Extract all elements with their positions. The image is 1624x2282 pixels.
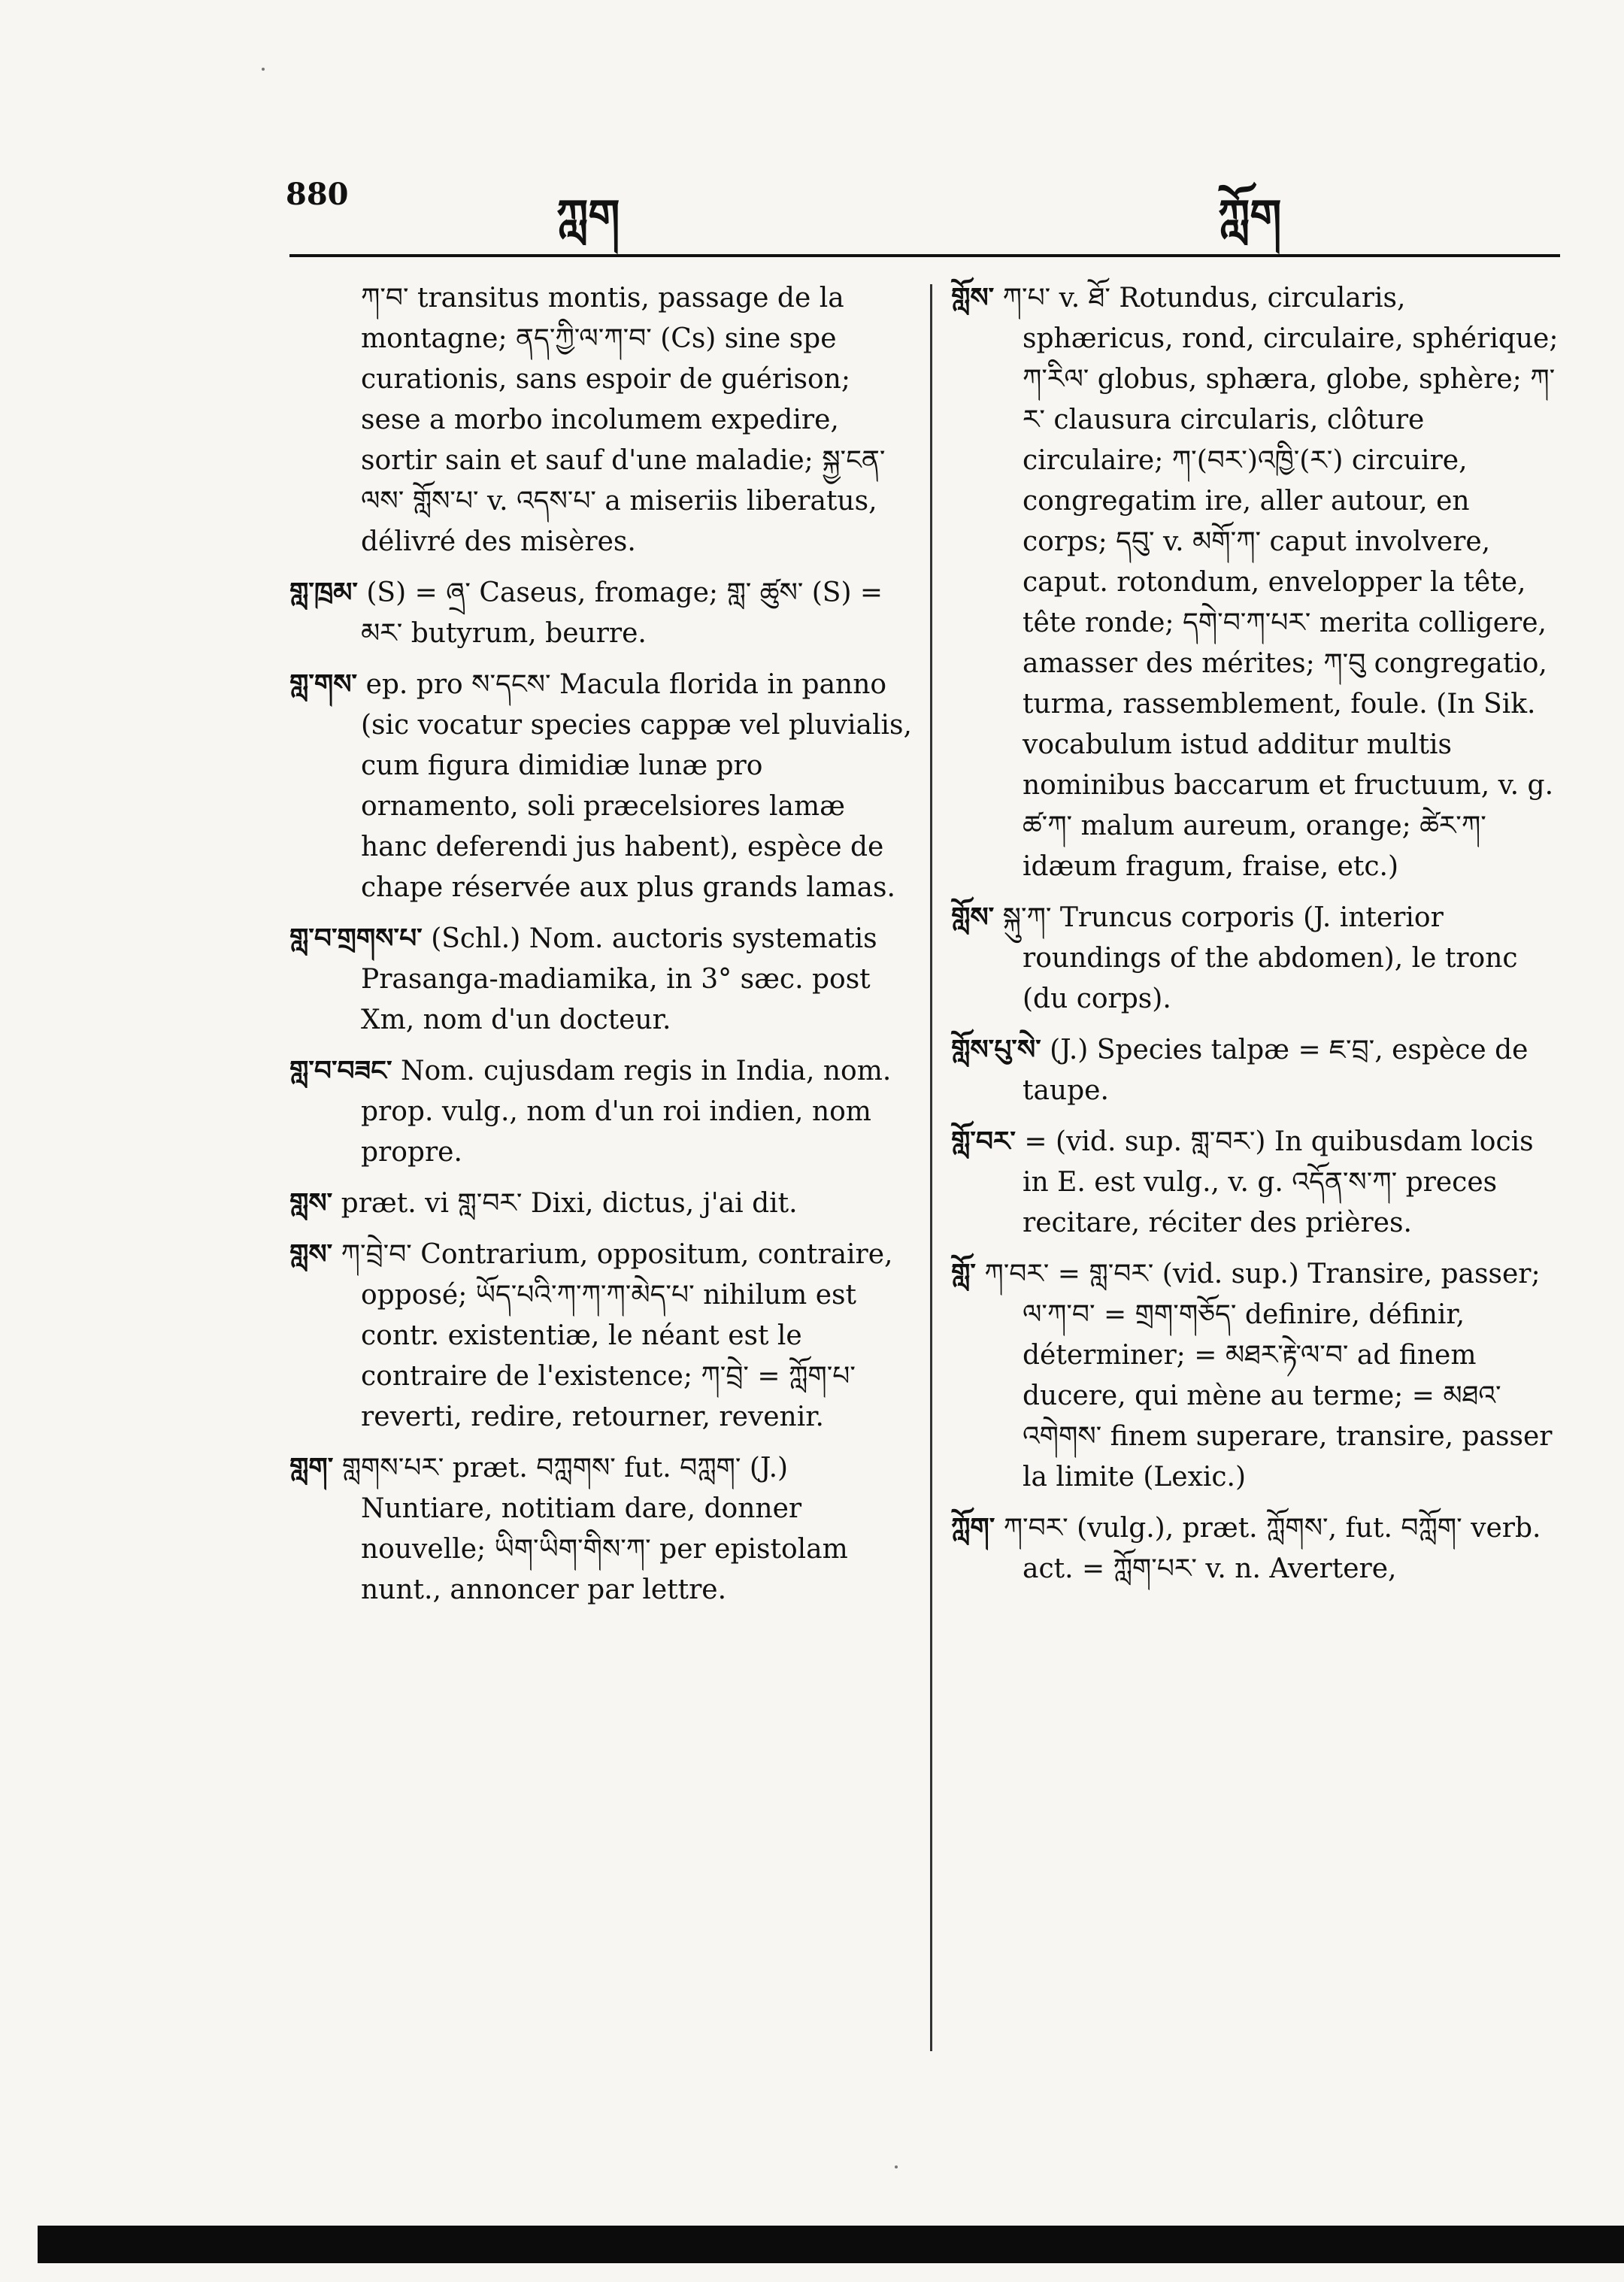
left-column (289, 278, 914, 1621)
entry-headword: གླ་བ་བཟང་ (289, 1056, 392, 1086)
entry-headword: གློ་ (951, 1259, 976, 1289)
entry (289, 919, 914, 1041)
entry-headword: གློས་ (951, 283, 995, 314)
scan-dot (262, 68, 265, 71)
entry-text: ཀ་བྲེ་བ་ Contrarium, oppositum, contraire, opposé; ཡོད་པའི་ཀ་ཀ་ཀ་མེད་པ་ nihilum est contr. existentiæ, le néant est le contraire de l'existence; ཀ་བྲེ་ = ཀློག་པ་ reverti, redire, retourner, revenir. (341, 1239, 893, 1432)
entry-text: གླགས་པར་ præt. བཀླགས་ fut. བཀླག་ (J.) Nuntiare, notitiam dare, donner nouvelle; ཡིག་ཡིག་གིས་ཀ་ per epistolam nunt., annoncer par lettre. (341, 1453, 848, 1605)
scan-bottom-band (38, 2226, 1624, 2263)
entry-text: (S) = ཞྲ་ Caseus, fromage; གླ་ ཚུས་ (S) = མར་ butyrum, beurre. (361, 577, 883, 649)
entry (951, 1508, 1560, 1590)
right-running-headword: ཀློག (1218, 190, 1282, 243)
entry-text: ཀ་བར་ = གླ་བར་ (vid. sup.) Transire, passer; ལ་ཀ་བ་ = གྲག་གཅོད་ definire, définir, déterminer; = མཐར་རྟེ་ལ་བ་ ad finem ducere, qui mène au terme; = མཐའ་འགེགས་ finem superare, transire, passer la limite (Lexic.) (984, 1259, 1553, 1493)
entry-text: Nom. cujusdam regis in India, nom. prop. vulg., nom d'un roi indien, nom propre. (361, 1056, 892, 1168)
entry-text: præt. vi གླ་བར་ Dixi, dictus, j'ai dit. (341, 1188, 798, 1219)
entry (951, 1254, 1560, 1498)
entry (951, 278, 1560, 887)
entry-headword: གླག་ (289, 1453, 334, 1483)
column-divider (930, 284, 932, 2051)
entry-text: སྐུ་ཀ་ Truncus corporis (J. interior roundings of the abdomen), le tronc (du corps). (1002, 902, 1518, 1014)
entry-headword: གློ་བར་ (951, 1126, 1016, 1157)
entry-text: ཀ་བ་ transitus montis, passage de la montagne; ནད་ཀྱི་ལ་ཀ་བ་ (Cs) sine spe curationis, sans espoir de guérison; sese a morbo incolumem expedire, sortir sain et sauf d'une maladie; སྐྱ་ངན་ལས་ གློས་པ་ v. འདས་པ་ a miseriis liberatus, délivré des misères. (361, 283, 886, 557)
entry (289, 1183, 914, 1224)
scan-dot (895, 2165, 898, 2168)
entry (289, 1448, 914, 1611)
entry-headword: གློས་པུ་སེ་ (951, 1035, 1041, 1065)
entry-text: ep. pro ས་དངས་ Macula florida in panno (sic vocatur species cappæ vel pluvialis, cum figura dimidiæ lunæ pro ornamento, soli præcelsiores lamæ hanc deferendi jus habent), espèce de chape réservée aux plus grands lamas. (361, 669, 912, 903)
right-column (951, 278, 1560, 1600)
entry-headword: གླ་གས་ (289, 669, 358, 700)
entry (951, 898, 1560, 1020)
entry (951, 1122, 1560, 1244)
entry (289, 665, 914, 908)
page-number: 880 (286, 177, 349, 212)
entry-headword: ཀློག་ (951, 1513, 995, 1544)
entry-headword: གླ་བ་གྲགས་པ་ (289, 923, 423, 954)
entry-headword: གློས་ (951, 902, 995, 933)
entry-text: (Schl.) Nom. auctoris systematis Prasanga-madiamika, in 3° sæc. post Xm, nom d'un docteur. (361, 923, 877, 1035)
entry-headword: གླ་ཁྲམ་ (289, 577, 358, 608)
entry-headword: གླས་ (289, 1239, 333, 1270)
left-running-headword: ཀླག (556, 190, 620, 243)
header-rule (289, 254, 1560, 257)
entry (951, 1030, 1560, 1111)
entry (289, 573, 914, 654)
entry (289, 1051, 914, 1173)
entry (289, 278, 914, 562)
entry-text: = (vid. sup. གླ་བར་) In quibusdam locis in E. est vulg., v. g. འདོན་ས་ཀ་ preces recitare, réciter des prières. (1023, 1126, 1534, 1238)
entry-text: ཀ་བར་ (vulg.), præt. ཀློགས་, fut. བཀློག་ verb. act. = ཀློག་པར་ v. n. Avertere, (1003, 1513, 1541, 1584)
entry-text: (J.) Species talpæ = ཇ་བྲ་, espèce de taupe. (1023, 1035, 1529, 1106)
entry-headword: གླས་ (289, 1188, 333, 1219)
entry-text: ཀ་པ་ v. ཐོ་ Rotundus, circularis, sphæricus, rond, circulaire, sphérique; ཀ་རིལ་ globus, sphæra, globe, sphère; ཀ་ར་ clausura circularis, clôture circulaire; ཀ་(བར་)འཁྱི་(ར་) circuire, congregatim ire, aller autour, en corps; དབུ་ v. མགོ་ཀ་ caput involvere, caput. rotondum, envelopper la tête, tête ronde; དགེ་བ་ཀ་པར་ merita colligere, amasser des mérites; ཀ་བུ congregatio, turma, rassemblement, foule. (In Sik. vocabulum istud additur multis nominibus baccarum et fructuum, v. g. ཚ་ཀ་ malum aureum, orange; ཚེར་ཀ་ idæum fragum, fraise, etc.) (1002, 283, 1559, 882)
entry (289, 1235, 914, 1438)
